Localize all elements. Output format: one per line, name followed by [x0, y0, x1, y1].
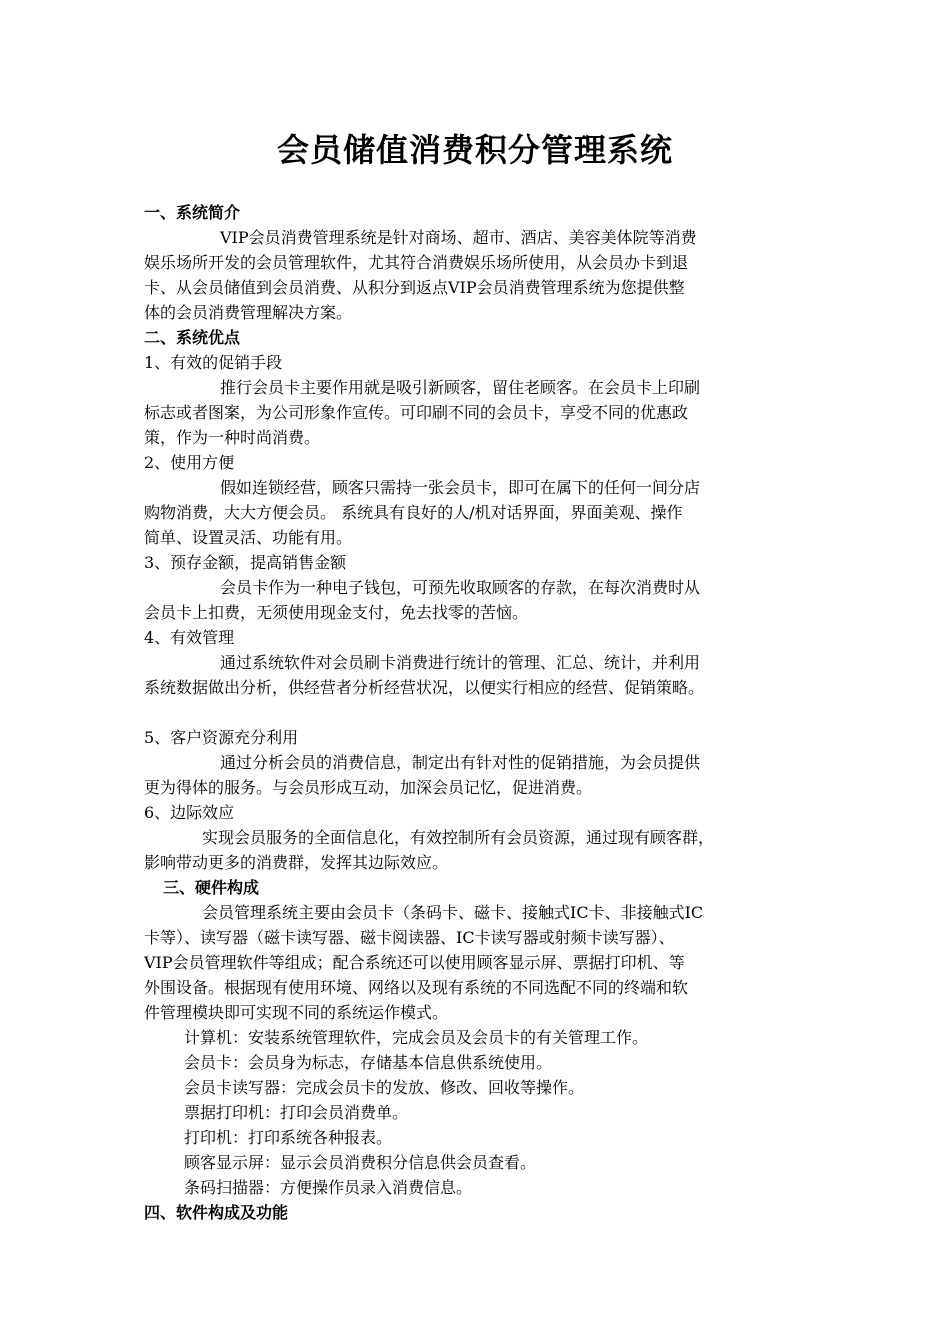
text-line: 件管理模块即可实现不同的系统运作模式。 [144, 1003, 449, 1022]
text-line: 票据打印机：打印会员消费单。 [184, 1103, 409, 1122]
document-title: 会员储值消费积分管理系统 [276, 131, 673, 169]
text-line: VIP会员管理软件等组成；配合系统还可以使用顾客显示屏、票据打印机、等 [144, 953, 685, 972]
text-line: 影响带动更多的消费群，发挥其边际效应。 [144, 853, 449, 872]
text-line: 打印机：打印系统各种报表。 [184, 1128, 393, 1147]
text-line: 4、有效管理 [144, 628, 235, 647]
text-line: 1、有效的促销手段 [144, 353, 283, 372]
section-heading: 三、硬件构成 [163, 878, 260, 897]
section-heading: 四、软件构成及功能 [144, 1203, 289, 1222]
text-line: 计算机：安装系统管理软件，完成会员及会员卡的有关管理工作。 [184, 1028, 649, 1047]
text-line: 顾客显示屏：显示会员消费积分信息供会员查看。 [184, 1153, 537, 1172]
text-line: 通过分析会员的消费信息，制定出有针对性的促销措施，为会员提供 [220, 753, 701, 772]
text-line: 2、使用方便 [144, 453, 235, 472]
text-line: 6、边际效应 [144, 803, 235, 822]
text-line: 外围设备。根据现有使用环境、网络以及现有系统的不同选配不同的终端和软 [144, 978, 689, 997]
text-line: 购物消费，大大方便会员。 系统具有良好的人/机对话界面，界面美观、操作 [144, 503, 683, 522]
text-line: 娱乐场所开发的会员管理软件，尤其符合消费娱乐场所使用，从会员办卡到退 [144, 253, 689, 272]
text-line: 假如连锁经营，顾客只需持一张会员卡，即可在属下的任何一间分店 [220, 478, 701, 497]
text-line: 标志或者图案，为公司形象作宣传。可印刷不同的会员卡，享受不同的优惠政 [144, 403, 689, 422]
document-body [144, 200, 820, 1225]
text-line: 3、预存金额，提高销售金额 [144, 553, 347, 572]
text-line: 会员管理系统主要由会员卡（条码卡、磁卡、接触式IC卡、非接触式IC [202, 903, 704, 922]
text-line: 5、客户资源充分利用 [144, 728, 299, 747]
text-line: 卡、从会员储值到会员消费、从积分到返点VIP会员消费管理系统为您提供整 [144, 278, 685, 297]
section-heading: 二、系统优点 [144, 328, 241, 347]
text-line: 实现会员服务的全面信息化，有效控制所有会员资源，通过现有顾客群， [202, 828, 715, 847]
text-line: 简单、设置灵活、功能有用。 [144, 528, 353, 547]
text-line: 条码扫描器：方便操作员录入消费信息。 [184, 1178, 473, 1197]
text-line: 策，作为一种时尚消费。 [144, 428, 321, 447]
text-line: 更为得体的服务。与会员形成互动，加深会员记忆，促进消费。 [144, 778, 593, 797]
text-line: 会员卡读写器：完成会员卡的发放、修改、回收等操作。 [184, 1078, 585, 1097]
text-line: 系统数据做出分析，供经营者分析经营状况，以便实行相应的经营、促销策略。 [144, 678, 705, 697]
section-heading: 一、系统简介 [144, 203, 241, 222]
text-line: 体的会员消费管理解决方案。 [144, 303, 353, 322]
text-line: 卡等）、读写器（磁卡读写器、磁卡阅读器、IC卡读写器或射频卡读写器）、 [144, 928, 675, 947]
text-line: 通过系统软件对会员刷卡消费进行统计的管理、汇总、统计，并利用 [220, 653, 701, 672]
blank-line [144, 700, 820, 725]
text-line: 会员卡：会员身为标志，存储基本信息供系统使用。 [184, 1053, 553, 1072]
text-line: 会员卡作为一种电子钱包，可预先收取顾客的存款，在每次消费时从 [220, 578, 701, 597]
text-line: 会员卡上扣费，无须使用现金支付，免去找零的苦恼。 [144, 603, 529, 622]
text-line: 推行会员卡主要作用就是吸引新顾客，留住老顾客。在会员卡上印刷 [220, 378, 701, 397]
text-line: VIP会员消费管理系统是针对商场、超市、酒店、美容美体院等消费 [220, 228, 697, 247]
